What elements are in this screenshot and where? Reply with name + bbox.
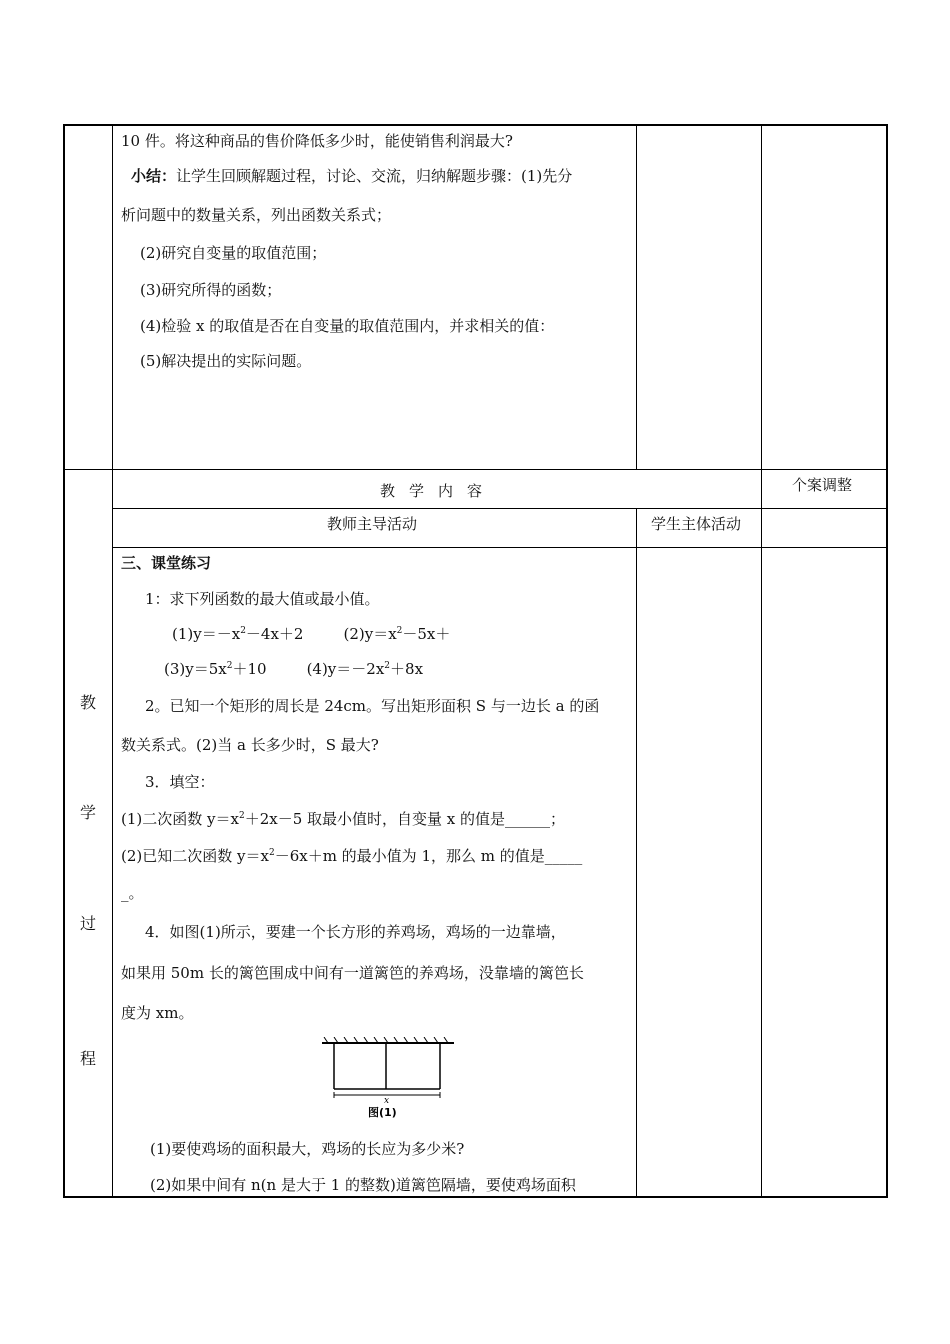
figure-x-label: x xyxy=(384,1096,390,1106)
exercise-1-prompt: 1：求下列函数的最大值或最小值。 xyxy=(145,590,380,608)
exercise-1-items-a xyxy=(172,624,450,644)
summary-label: 小结： xyxy=(131,167,177,185)
exercise-3-item-1: (1)二次函数 $y=x^2+2x-5$ 取最小值时，自变量 x 的值是______； xyxy=(121,810,565,828)
eq-1: $(1)y=-x^2-4x+2$ xyxy=(172,625,304,643)
column-divider-main xyxy=(112,124,113,1198)
table-border-bottom xyxy=(63,1196,888,1198)
exercise-2-line2: 数关系式。(2)当 a 长多少时，S 最大? xyxy=(121,736,379,754)
step-3: (3)研究所得的函数； xyxy=(140,281,282,299)
exercise-4-line3: 度为 xm。 xyxy=(121,1004,194,1022)
teacher-activity-header: 教师主导活动 xyxy=(327,515,418,533)
table-border-right xyxy=(886,124,888,1198)
eq-2: $(2)y=x^2-5x+$ xyxy=(343,625,451,643)
case-adjust-header: 个案调整 xyxy=(792,476,853,494)
step-5: (5)解决提出的实际问题。 xyxy=(140,352,312,370)
exercise-1-items-b xyxy=(164,659,423,679)
summary-text: 让学生回顾解题过程，讨论、交流，归纳解题步骤：(1)先分 xyxy=(176,167,573,185)
step-2: (2)研究自变量的取值范围； xyxy=(140,244,327,262)
process-label-char-4: 程 xyxy=(80,1049,97,1068)
figure-caption: 图(1) xyxy=(368,1106,397,1119)
eq-4: $(4)y=-2x^2+8x$ xyxy=(306,660,424,678)
row-divider-1 xyxy=(63,469,888,470)
summary-paragraph xyxy=(131,166,572,186)
table-border-left xyxy=(63,124,65,1198)
summary-continuation: 析问题中的数量关系，列出函数关系式； xyxy=(121,206,392,224)
chicken-farm-figure xyxy=(318,1037,458,1119)
step-4: (4)检验 x 的取值是否在自变量的取值范围内，并求相关的值： xyxy=(140,317,555,335)
table-border-top xyxy=(63,124,888,126)
section-title: 三、课堂练习 xyxy=(121,554,212,572)
exercise-4-sub-2: (2)如果中间有 n(n 是大于 1 的整数)道篱笆隔墙，要使鸡场面积 xyxy=(150,1176,576,1194)
column-divider-student-bottom xyxy=(636,508,637,1198)
column-divider-adjust xyxy=(761,124,762,1198)
column-divider-student-top xyxy=(636,124,637,470)
row-divider-3 xyxy=(112,547,888,548)
exercise-2-line1: 2。已知一个矩形的周长是 24cm。写出矩形面积 S 与一边长 a 的函 xyxy=(145,697,600,715)
student-activity-header: 学生主体活动 xyxy=(651,515,742,533)
exercise-3-item-2: (2)已知二次函数 $y=x^2-6x+m$ 的最小值为 1，那么 m 的值是_____ xyxy=(121,847,583,865)
exercise-3-item-2-end: _。 xyxy=(121,884,144,902)
problem-continuation: 10 件。将这种商品的售价降低多少时，能使销售利润最大? xyxy=(121,132,513,150)
process-label-char-3: 过 xyxy=(80,914,97,933)
exercise-3-prompt: 3．填空： xyxy=(145,773,215,791)
exercise-4-sub-1: (1)要使鸡场的面积最大，鸡场的长应为多少米? xyxy=(150,1140,465,1158)
process-label-char-2: 学 xyxy=(80,803,97,822)
exercise-4-line2: 如果用 50m 长的篱笆围成中间有一道篱笆的养鸡场，没靠墙的篱笆长 xyxy=(121,964,584,982)
process-label-char-1: 教 xyxy=(80,693,97,712)
row-divider-2 xyxy=(112,508,888,509)
teaching-content-header: 教学内容 xyxy=(380,482,497,500)
eq-3: $(3)y=5x^2+10$ xyxy=(164,660,267,678)
exercise-4-line1: 4．如图(1)所示，要建一个长方形的养鸡场，鸡场的一边靠墙， xyxy=(145,923,566,941)
